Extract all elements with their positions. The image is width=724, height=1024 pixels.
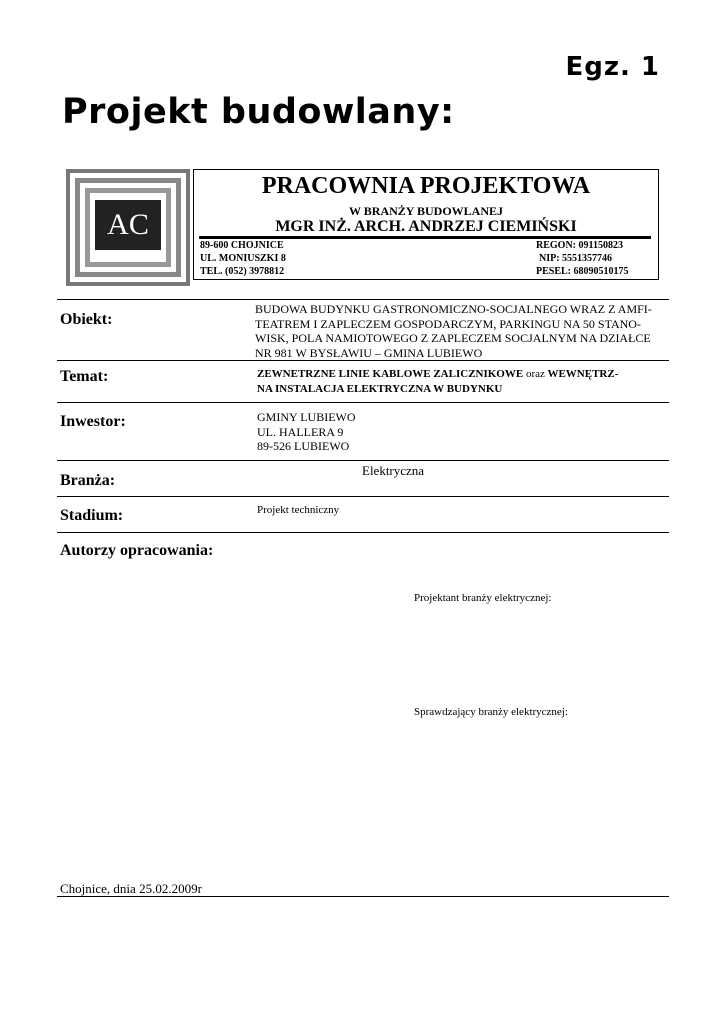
temat-line-2: NA INSTALACJA ELEKTRYCZNA W BUDYNKU bbox=[257, 382, 503, 395]
obiekt-label: Obiekt: bbox=[60, 311, 113, 328]
projektant-label: Projektant branży elektrycznej: bbox=[414, 592, 552, 604]
branza-label: Branża: bbox=[60, 472, 116, 489]
stadium-value: Projekt techniczny bbox=[257, 504, 340, 516]
stadium-label: Stadium: bbox=[60, 507, 124, 524]
temat-label: Temat: bbox=[60, 368, 109, 385]
firm-address-city: 89-600 CHOJNICE bbox=[200, 240, 284, 251]
obiekt-line: TEATREM I ZAPLECZEM GOSPODARCZYM, PARKINGU NA 50 STANO- bbox=[255, 316, 641, 331]
firm-regon: REGON: 091150823 bbox=[536, 240, 623, 251]
temat-part-1: ZEWNETRZNE LINIE KABLOWE ZALICZNIKOWE bbox=[257, 368, 524, 380]
firm-name: PRACOWNIA PROJEKTOWA bbox=[261, 173, 591, 199]
obiekt-line: BUDOWA BUDYNKU GASTRONOMICZNO-SOCJALNEGO WRAZ Z AMFI- bbox=[255, 302, 652, 316]
obiekt-line: NR 981 W BYSŁAWIU – GMINA LUBIEWO bbox=[255, 345, 483, 360]
logo-text: AC bbox=[95, 200, 161, 250]
company-logo bbox=[66, 169, 190, 286]
firm-nip: NIP: 5551357746 bbox=[539, 253, 613, 264]
copy-number: Egz. 1 bbox=[565, 52, 660, 82]
obiekt-line: WISK, POLA NAMIOTOWEGO Z ZAPLECZEM SOCJALNYM NA DZIAŁCE bbox=[255, 331, 651, 345]
firm-divider bbox=[199, 236, 651, 239]
divider bbox=[57, 460, 669, 461]
document-title: Projekt budowlany: bbox=[62, 92, 455, 132]
firm-pesel: PESEL: 68090510175 bbox=[536, 266, 629, 277]
divider bbox=[57, 896, 669, 897]
divider bbox=[57, 299, 669, 300]
inwestor-line: 89-526 LUBIEWO bbox=[257, 439, 350, 453]
temat-part-2: WEWNĘTRZ- bbox=[547, 368, 619, 380]
autorzy-label: Autorzy opracowania: bbox=[60, 542, 214, 559]
temat-description bbox=[257, 367, 618, 396]
firm-phone: TEL. (052) 3978812 bbox=[200, 266, 285, 277]
sprawdzajacy-label: Sprawdzający branży elektrycznej: bbox=[414, 706, 568, 718]
inwestor-label: Inwestor: bbox=[60, 413, 126, 430]
inwestor-address bbox=[257, 410, 356, 454]
divider bbox=[57, 532, 669, 533]
divider bbox=[57, 496, 669, 497]
divider bbox=[57, 402, 669, 403]
firm-address-street: UL. MONIUSZKI 8 bbox=[200, 253, 286, 264]
firm-subtitle: W BRANŻY BUDOWLANEJ bbox=[348, 204, 504, 218]
temat-connector: oraz bbox=[525, 368, 545, 380]
branza-value: Elektryczna bbox=[362, 463, 425, 478]
divider bbox=[57, 360, 669, 361]
place-date: Chojnice, dnia 25.02.2009r bbox=[60, 881, 202, 896]
obiekt-description bbox=[255, 302, 652, 360]
inwestor-line: UL. HALLERA 9 bbox=[257, 424, 344, 439]
inwestor-line: GMINY LUBIEWO bbox=[257, 410, 356, 424]
firm-owner: MGR INŻ. ARCH. ANDRZEJ CIEMIŃSKI bbox=[275, 218, 577, 235]
